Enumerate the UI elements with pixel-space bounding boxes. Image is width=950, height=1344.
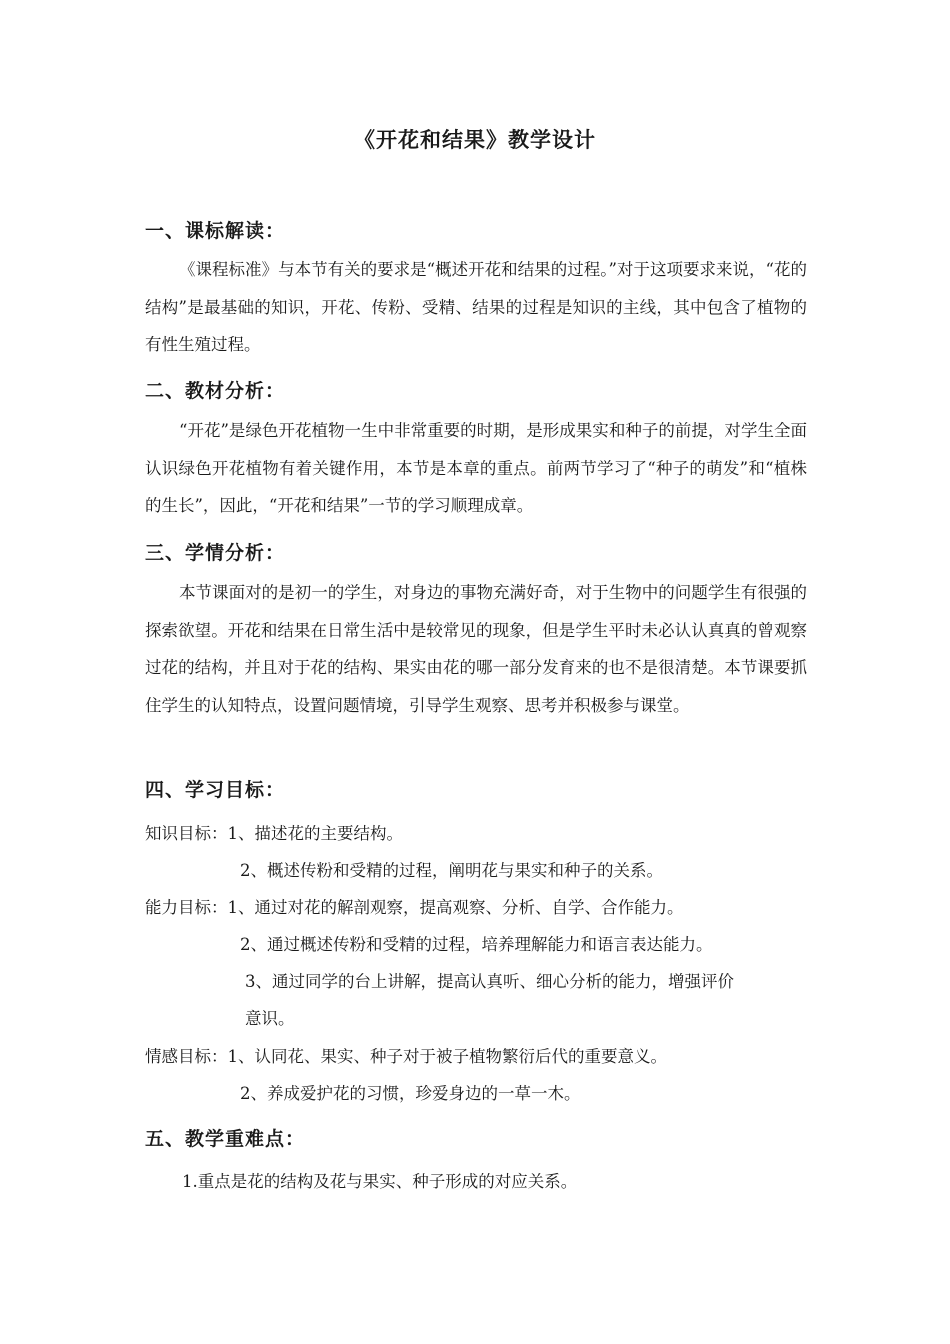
section-heading-textbook: 二、教材分析： [145, 380, 286, 402]
section-heading-curriculum: 一、课标解读： [145, 220, 286, 242]
objective-ability-3: 3、通过同学的台上讲解，提高认真听、细心分析的能力，增强评价 [245, 972, 734, 991]
objective-ability-1: 能力目标：1、通过对花的解剖观察，提高观察、分析、自学、合作能力。 [145, 898, 684, 917]
section-heading-students: 三、学情分析： [145, 542, 286, 564]
objective-emotion-2: 2、养成爱护花的习惯，珍爱身边的一草一木。 [240, 1084, 581, 1103]
key-point-1: 1.重点是花的结构及花与果实、种子形成的对应关系。 [182, 1172, 578, 1191]
section-text-textbook: “开花”是绿色开花植物一生中非常重要的时期，是形成果实和种子的前提，对学生全面认识绿色开花植物有着关键作用，本节是本章的重点。前两节学习了“种子的萌发”和“植株的生长”，因此，“开花和结果”一节的学习顺理成章。 [145, 421, 807, 515]
section-heading-key-points: 五、教学重难点： [145, 1128, 306, 1150]
section-heading-objectives: 四、学习目标： [145, 779, 286, 801]
objective-knowledge-2: 2、概述传粉和受精的过程，阐明花与果实和种子的关系。 [240, 861, 663, 880]
section-text-students: 本节课面对的是初一的学生，对身边的事物充满好奇，对于生物中的问题学生有很强的探索欲望。开花和结果在日常生活中是较常见的现象，但是学生平时未必认认真真的曾观察过花的结构，并且对于花的结构、果实由花的哪一部分发育来的也不是很清楚。本节课要抓住学生的认知特点，设置问题情境，引导学生观察、思考并积极参与课堂。 [145, 583, 807, 715]
objective-ability-2: 2、通过概述传粉和受精的过程，培养理解能力和语言表达能力。 [240, 935, 713, 954]
objective-knowledge-1: 知识目标：1、描述花的主要结构。 [145, 824, 403, 843]
objective-emotion-1: 情感目标：1、认同花、果实、种子对于被子植物繁衍后代的重要意义。 [145, 1047, 667, 1066]
document-title: 《开花和结果》教学设计 [354, 128, 596, 152]
objective-ability-3-cont: 意识。 [245, 1009, 295, 1028]
section-text-curriculum: 《课程标准》与本节有关的要求是“概述开花和结果的过程。”对于这项要求来说，“花的结构”是最基础的知识，开花、传粉、受精、结果的过程是知识的主线，其中包含了植物的有性生殖过程。 [145, 260, 807, 354]
